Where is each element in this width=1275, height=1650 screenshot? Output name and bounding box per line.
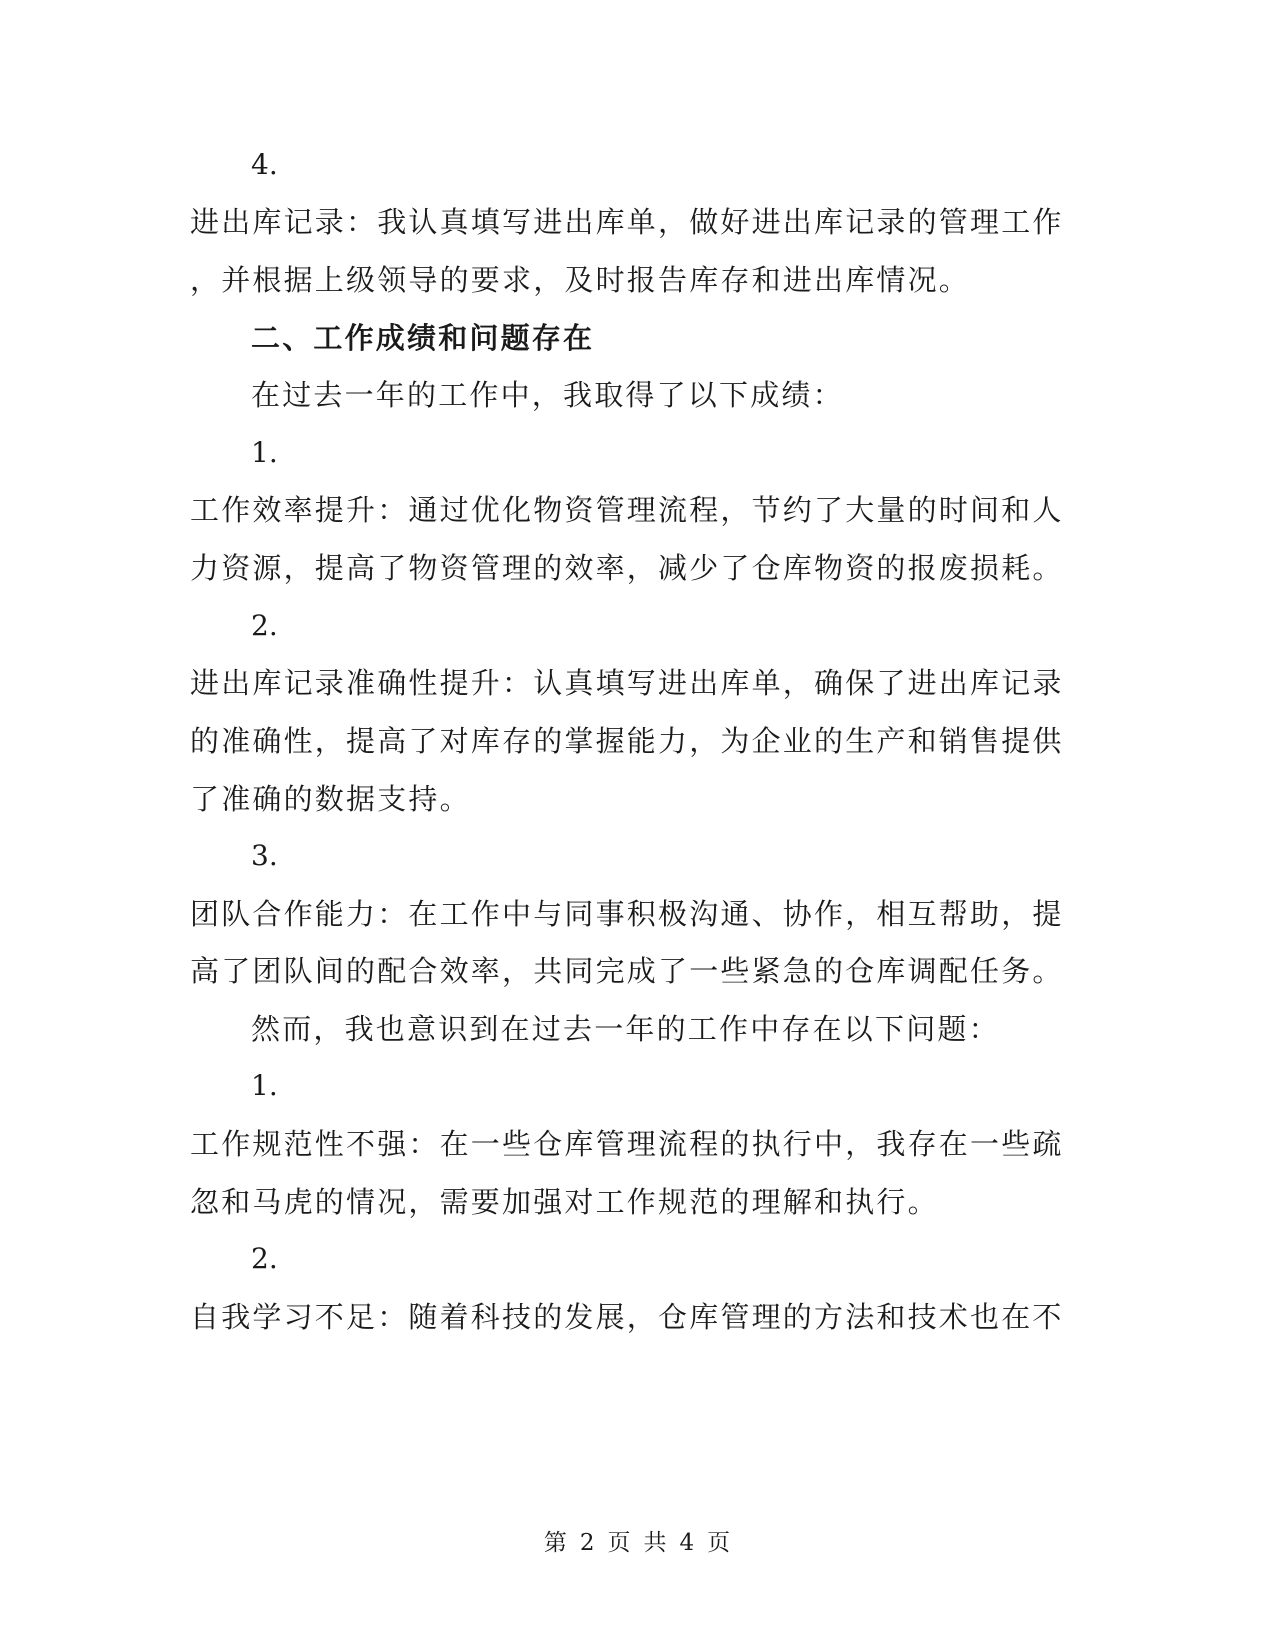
paragraph-line: 进出库记录准确性提升：认真填写进出库单，确保了进出库记录 xyxy=(190,666,1064,700)
paragraph-line: ，并根据上级领导的要求，及时报告库存和进出库情况。 xyxy=(190,263,971,297)
paragraph-line: 在过去一年的工作中，我取得了以下成绩： xyxy=(251,378,844,412)
paragraph-line: 忽和马虎的情况，需要加强对工作规范的理解和执行。 xyxy=(190,1185,939,1219)
footer-label: 第 xyxy=(543,1530,568,1556)
list-number: 3. xyxy=(251,839,278,872)
paragraph-line: 进出库记录：我认真填写进出库单，做好进出库记录的管理工作 xyxy=(190,205,1064,239)
list-number: 2. xyxy=(251,1242,278,1275)
section-heading: 二、工作成绩和问题存在 xyxy=(251,321,595,355)
paragraph-line: 工作规范性不强：在一些仓库管理流程的执行中，我存在一些疏 xyxy=(190,1127,1064,1161)
list-number: 1. xyxy=(251,1069,278,1102)
paragraph-line: 自我学习不足：随着科技的发展，仓库管理的方法和技术也在不 xyxy=(190,1300,1064,1334)
list-number: 4. xyxy=(251,148,278,181)
footer-label: 页 xyxy=(707,1530,732,1556)
footer-label: 共 xyxy=(643,1530,668,1556)
paragraph-line: 高了团队间的配合效率，共同完成了一些紧急的仓库调配任务。 xyxy=(190,954,1064,988)
list-number: 1. xyxy=(251,436,278,469)
paragraph-line: 工作效率提升：通过优化物资管理流程，节约了大量的时间和人 xyxy=(190,493,1064,527)
paragraph-line: 然而，我也意识到在过去一年的工作中存在以下问题： xyxy=(251,1012,1000,1046)
page-footer xyxy=(0,1528,1275,1558)
paragraph-line: 团队合作能力：在工作中与同事积极沟通、协作，相互帮助，提 xyxy=(190,897,1064,931)
total-page-number: 4 xyxy=(679,1530,696,1556)
current-page-number: 2 xyxy=(579,1530,596,1556)
footer-label: 页 xyxy=(607,1530,632,1556)
paragraph-line: 的准确性，提高了对库存的掌握能力，为企业的生产和销售提供 xyxy=(190,724,1064,758)
paragraph-line: 力资源，提高了物资管理的效率，减少了仓库物资的报废损耗。 xyxy=(190,551,1064,585)
paragraph-line: 了准确的数据支持。 xyxy=(190,782,471,816)
list-number: 2. xyxy=(251,609,278,642)
